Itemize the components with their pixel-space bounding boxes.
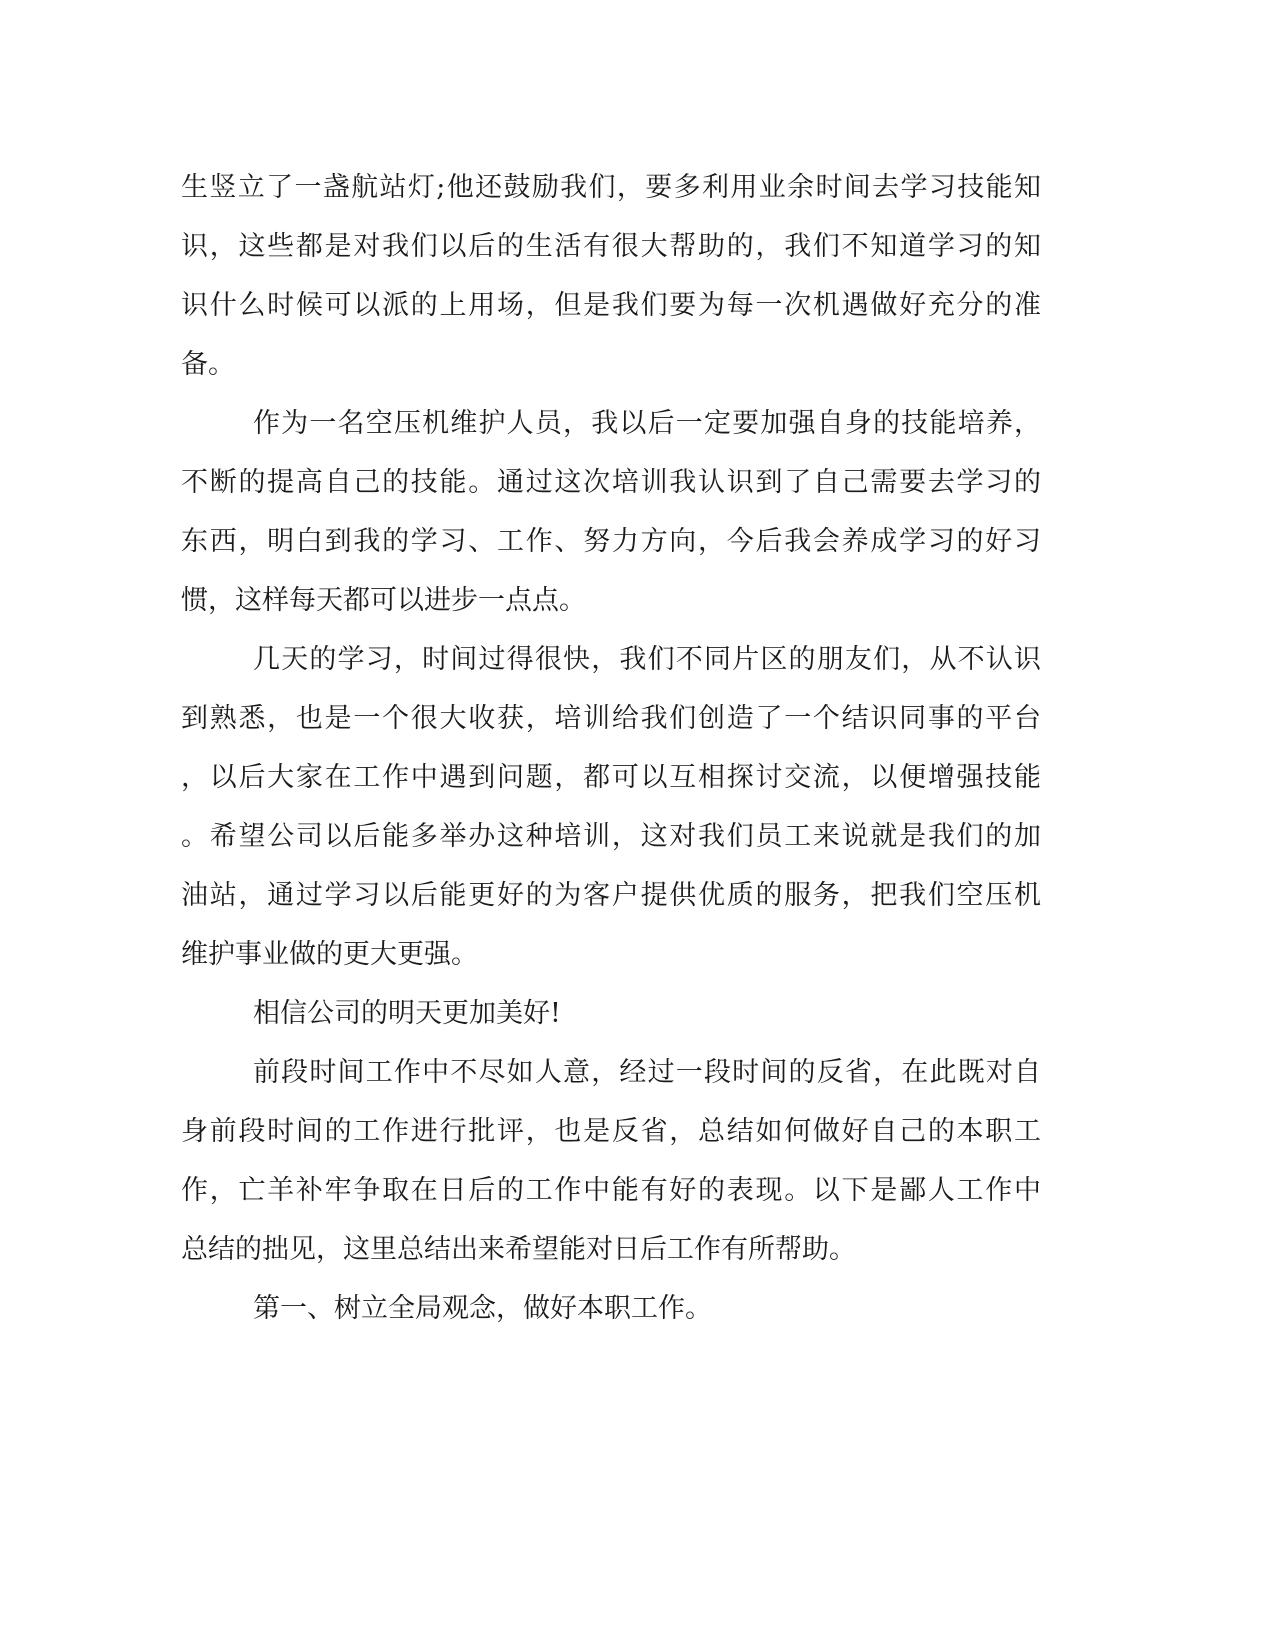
text-line: 作为一名空压机维护人员，我以后一定要加强自身的技能培养， [253, 408, 1041, 439]
text-line: 身前段时间的工作进行批评，也是反省，总结如何做好自己的本职工 [181, 1116, 1041, 1147]
text-line: 前段时间工作中不尽如人意，经过一段时间的反省，在此既对自 [253, 1057, 1041, 1088]
text-line: 相信公司的明天更加美好! [253, 998, 561, 1029]
paragraph [181, 394, 1041, 630]
text-line: 油站，通过学习以后能更好的为客户提供优质的服务，把我们空压机 [181, 880, 1041, 911]
text-line: 几天的学习，时间过得很快，我们不同片区的朋友们，从不认识 [253, 644, 1041, 675]
paragraph [181, 984, 1041, 1043]
text-line: 维护事业做的更大更强。 [181, 939, 478, 970]
paragraph [181, 158, 1041, 394]
text-line: 生竖立了一盏航站灯;他还鼓励我们，要多利用业余时间去学习技能知 [181, 172, 1041, 203]
text-line: 第一、树立全局观念，做好本职工作。 [253, 1293, 712, 1324]
text-line: 惯，这样每天都可以进步一点点。 [181, 585, 586, 616]
paragraph [181, 1279, 1041, 1338]
document-body [181, 158, 1041, 1338]
text-line: 识什么时候可以派的上用场，但是我们要为每一次机遇做好充分的准 [181, 290, 1041, 321]
text-line: 识，这些都是对我们以后的生活有很大帮助的，我们不知道学习的知 [181, 231, 1041, 262]
text-line: 备。 [181, 349, 235, 380]
text-line: ，以后大家在工作中遇到问题，都可以互相探讨交流，以便增强技能 [181, 762, 1041, 793]
text-line: 。希望公司以后能多举办这种培训，这对我们员工来说就是我们的加 [181, 821, 1041, 852]
paragraph [181, 1043, 1041, 1279]
text-line: 不断的提高自己的技能。通过这次培训我认识到了自己需要去学习的 [181, 467, 1041, 498]
text-line: 作，亡羊补牢争取在日后的工作中能有好的表现。以下是鄙人工作中 [181, 1175, 1041, 1206]
text-line: 总结的拙见，这里总结出来希望能对日后工作有所帮助。 [181, 1234, 856, 1265]
text-line: 东西，明白到我的学习、工作、努力方向，今后我会养成学习的好习 [181, 526, 1041, 557]
paragraph [181, 630, 1041, 984]
text-line: 到熟悉，也是一个很大收获，培训给我们创造了一个结识同事的平台 [181, 703, 1041, 734]
